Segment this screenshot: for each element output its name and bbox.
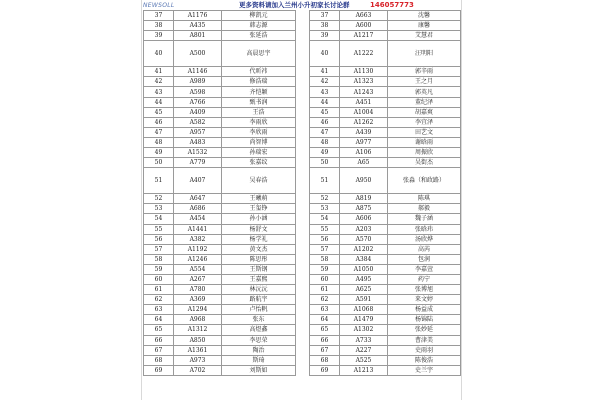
student-name-cell: 郭英凡 bbox=[388, 87, 461, 97]
table-row bbox=[310, 148, 461, 158]
document-page bbox=[141, 0, 462, 400]
row-number-cell: 52 bbox=[310, 194, 340, 204]
student-code-cell: A1068 bbox=[340, 305, 388, 315]
student-code-cell: A554 bbox=[174, 264, 222, 274]
table-row bbox=[310, 67, 461, 77]
student-name-cell: 李宜泽 bbox=[388, 117, 461, 127]
table-row bbox=[144, 305, 296, 315]
student-code-cell: A779 bbox=[174, 158, 222, 168]
table-row bbox=[144, 365, 296, 375]
student-name-cell: 艾慧君 bbox=[388, 31, 461, 41]
row-number-cell: 38 bbox=[144, 21, 174, 31]
group-number: 146057773 bbox=[370, 1, 414, 9]
student-code-cell: A382 bbox=[174, 234, 222, 244]
row-number-cell: 44 bbox=[310, 97, 340, 107]
table-row bbox=[144, 325, 296, 335]
student-code-cell: A1323 bbox=[340, 77, 388, 87]
row-number-cell: 65 bbox=[310, 325, 340, 335]
student-code-cell: A1050 bbox=[340, 264, 388, 274]
row-number-cell: 53 bbox=[310, 204, 340, 214]
table-row bbox=[310, 234, 461, 244]
row-number-cell: 54 bbox=[310, 214, 340, 224]
table-row bbox=[310, 204, 461, 214]
row-number-cell: 40 bbox=[144, 41, 174, 67]
table-row bbox=[144, 137, 296, 147]
student-code-cell: A1217 bbox=[340, 31, 388, 41]
row-number-cell: 42 bbox=[144, 77, 174, 87]
row-number-cell: 39 bbox=[310, 31, 340, 41]
student-name-cell: 甄书润 bbox=[222, 97, 296, 107]
table-row bbox=[310, 127, 461, 137]
table-row bbox=[144, 31, 296, 41]
student-code-cell: A483 bbox=[174, 137, 222, 147]
student-name-cell: 斯琦 bbox=[222, 355, 296, 365]
table-row bbox=[144, 11, 296, 21]
student-name-cell: 李思荣 bbox=[222, 335, 296, 345]
student-code-cell: A570 bbox=[340, 234, 388, 244]
row-number-cell: 40 bbox=[310, 41, 340, 67]
row-number-cell: 49 bbox=[310, 148, 340, 158]
student-code-cell: A495 bbox=[340, 274, 388, 284]
table-row bbox=[310, 224, 461, 234]
row-number-cell: 54 bbox=[144, 214, 174, 224]
row-number-cell: 63 bbox=[310, 305, 340, 315]
table-row bbox=[144, 244, 296, 254]
student-code-cell: A1146 bbox=[174, 67, 222, 77]
student-name-cell: 王斯钢 bbox=[222, 264, 296, 274]
table-row bbox=[144, 87, 296, 97]
row-number-cell: 68 bbox=[310, 355, 340, 365]
table-row bbox=[310, 325, 461, 335]
student-name-cell: 王之月 bbox=[388, 77, 461, 87]
page-edge-left bbox=[141, 0, 142, 400]
student-code-cell: A65 bbox=[340, 158, 388, 168]
student-code-cell: A1004 bbox=[340, 107, 388, 117]
student-code-cell: A1243 bbox=[340, 87, 388, 97]
student-code-cell: A1532 bbox=[174, 148, 222, 158]
table-row bbox=[144, 117, 296, 127]
student-name-cell: 汪明阳 bbox=[388, 41, 461, 67]
row-number-cell: 39 bbox=[144, 31, 174, 41]
student-code-cell: A407 bbox=[174, 168, 222, 194]
student-name-cell: 曹津美 bbox=[388, 335, 461, 345]
student-code-cell: A227 bbox=[340, 345, 388, 355]
student-code-cell: A267 bbox=[174, 274, 222, 284]
row-number-cell: 65 bbox=[144, 325, 174, 335]
student-code-cell: A780 bbox=[174, 285, 222, 295]
student-code-cell: A1312 bbox=[174, 325, 222, 335]
student-code-cell: A1222 bbox=[340, 41, 388, 67]
student-name-cell: 魏子涵 bbox=[388, 214, 461, 224]
student-code-cell: A733 bbox=[340, 335, 388, 345]
row-number-cell: 66 bbox=[144, 335, 174, 345]
table-row bbox=[144, 168, 296, 194]
student-code-cell: A598 bbox=[174, 87, 222, 97]
row-number-cell: 59 bbox=[310, 264, 340, 274]
student-name-cell: 代昕祎 bbox=[222, 67, 296, 77]
table-row bbox=[144, 97, 296, 107]
row-number-cell: 53 bbox=[144, 204, 174, 214]
student-code-cell: A1213 bbox=[340, 365, 388, 375]
row-number-cell: 45 bbox=[144, 107, 174, 117]
student-code-cell: A702 bbox=[174, 365, 222, 375]
row-number-cell: 60 bbox=[310, 274, 340, 284]
student-code-cell: A663 bbox=[340, 11, 388, 21]
table-row bbox=[144, 274, 296, 284]
left-roster-table bbox=[143, 10, 296, 376]
student-name-cell: 吴春浩 bbox=[222, 168, 296, 194]
table-row bbox=[310, 31, 461, 41]
table-row bbox=[310, 107, 461, 117]
row-number-cell: 51 bbox=[144, 168, 174, 194]
table-row bbox=[310, 365, 461, 375]
student-code-cell: A1176 bbox=[174, 11, 222, 21]
student-code-cell: A384 bbox=[340, 254, 388, 264]
student-name-cell: 药宁 bbox=[388, 274, 461, 284]
student-name-cell: 张晗玮 bbox=[388, 224, 461, 234]
row-number-cell: 60 bbox=[144, 274, 174, 284]
row-number-cell: 37 bbox=[144, 11, 174, 21]
student-name-cell: 王玺铮 bbox=[222, 204, 296, 214]
student-code-cell: A968 bbox=[174, 315, 222, 325]
row-number-cell: 55 bbox=[144, 224, 174, 234]
table-row bbox=[144, 67, 296, 77]
table-row bbox=[144, 158, 296, 168]
student-name-cell: 尚智博 bbox=[222, 137, 296, 147]
student-code-cell: A1294 bbox=[174, 305, 222, 315]
student-name-cell: 吴街杰 bbox=[388, 158, 461, 168]
row-number-cell: 61 bbox=[310, 285, 340, 295]
student-code-cell: A819 bbox=[340, 194, 388, 204]
row-number-cell: 52 bbox=[144, 194, 174, 204]
row-number-cell: 61 bbox=[144, 285, 174, 295]
student-name-cell: 李嘉萱 bbox=[388, 264, 461, 274]
row-number-cell: 67 bbox=[310, 345, 340, 355]
right-roster-body bbox=[310, 11, 461, 376]
row-number-cell: 63 bbox=[144, 305, 174, 315]
table-row bbox=[310, 345, 461, 355]
student-name-cell: 郝毅 bbox=[388, 204, 461, 214]
student-code-cell: A989 bbox=[174, 77, 222, 87]
student-name-cell: 李欣雨 bbox=[222, 127, 296, 137]
row-number-cell: 44 bbox=[144, 97, 174, 107]
table-row bbox=[310, 355, 461, 365]
table-row bbox=[310, 244, 461, 254]
student-name-cell: 史兰宇 bbox=[388, 365, 461, 375]
table-row bbox=[310, 168, 461, 194]
table-row bbox=[310, 285, 461, 295]
table-row bbox=[310, 11, 461, 21]
student-name-cell: 张博旭 bbox=[388, 285, 461, 295]
row-number-cell: 47 bbox=[310, 127, 340, 137]
student-name-cell: 修浩瑞 bbox=[222, 77, 296, 87]
student-name-cell: 来文婷 bbox=[388, 295, 461, 305]
group-notice-text: 更多资料请加入兰州小升初家长讨论群 bbox=[239, 1, 350, 9]
student-name-cell: 高晨思宇 bbox=[222, 41, 296, 67]
table-row bbox=[310, 21, 461, 31]
student-name-cell: 张延浩 bbox=[222, 31, 296, 41]
student-name-cell: 周振欣 bbox=[388, 148, 461, 158]
table-row bbox=[310, 335, 461, 345]
student-code-cell: A1302 bbox=[340, 325, 388, 335]
student-name-cell: 杨锦陆 bbox=[388, 315, 461, 325]
student-code-cell: A600 bbox=[340, 21, 388, 31]
student-code-cell: A801 bbox=[174, 31, 222, 41]
row-number-cell: 57 bbox=[144, 244, 174, 254]
header-banner bbox=[141, 0, 462, 10]
row-number-cell: 41 bbox=[144, 67, 174, 77]
table-row bbox=[144, 285, 296, 295]
student-name-cell: 包润 bbox=[388, 254, 461, 264]
table-row bbox=[144, 21, 296, 31]
row-number-cell: 42 bbox=[310, 77, 340, 87]
table-row bbox=[144, 148, 296, 158]
student-code-cell: A582 bbox=[174, 117, 222, 127]
page-edge-right bbox=[461, 0, 462, 400]
left-roster-body bbox=[144, 11, 296, 376]
student-name-cell: 张淼（和政路） bbox=[388, 168, 461, 194]
student-name-cell: 杨舒文 bbox=[222, 224, 296, 234]
table-row bbox=[144, 41, 296, 67]
student-code-cell: A647 bbox=[174, 194, 222, 204]
table-row bbox=[310, 274, 461, 284]
table-row bbox=[310, 295, 461, 305]
student-name-cell: 陈琪 bbox=[388, 194, 461, 204]
student-code-cell: A1202 bbox=[340, 244, 388, 254]
table-row bbox=[310, 194, 461, 204]
table-row bbox=[310, 97, 461, 107]
student-name-cell: 卢怡帆 bbox=[222, 305, 296, 315]
student-name-cell: 刘斯如 bbox=[222, 365, 296, 375]
table-row bbox=[144, 204, 296, 214]
student-name-cell: 高芮 bbox=[388, 244, 461, 254]
student-name-cell: 郭辛雨 bbox=[388, 67, 461, 77]
table-row bbox=[310, 117, 461, 127]
student-name-cell: 林沅沅 bbox=[222, 285, 296, 295]
student-code-cell: A950 bbox=[340, 168, 388, 194]
table-row bbox=[144, 234, 296, 244]
row-number-cell: 48 bbox=[144, 137, 174, 147]
row-number-cell: 41 bbox=[310, 67, 340, 77]
row-number-cell: 55 bbox=[310, 224, 340, 234]
student-code-cell: A500 bbox=[174, 41, 222, 67]
row-number-cell: 56 bbox=[144, 234, 174, 244]
student-code-cell: A875 bbox=[340, 204, 388, 214]
student-name-cell: 孙瑞宏 bbox=[222, 148, 296, 158]
row-number-cell: 38 bbox=[310, 21, 340, 31]
student-name-cell: 张东 bbox=[222, 315, 296, 325]
student-code-cell: A625 bbox=[340, 285, 388, 295]
student-name-cell: 齐恺颖 bbox=[222, 87, 296, 97]
row-number-cell: 67 bbox=[144, 345, 174, 355]
row-number-cell: 69 bbox=[144, 365, 174, 375]
student-code-cell: A435 bbox=[174, 21, 222, 31]
student-code-cell: A1130 bbox=[340, 67, 388, 77]
student-code-cell: A451 bbox=[340, 97, 388, 107]
row-number-cell: 59 bbox=[144, 264, 174, 274]
table-row bbox=[310, 264, 461, 274]
table-row bbox=[310, 87, 461, 97]
student-name-cell: 路航宇 bbox=[222, 295, 296, 305]
student-name-cell: 王嘉熙 bbox=[222, 274, 296, 284]
student-code-cell: A439 bbox=[340, 127, 388, 137]
right-roster-table bbox=[309, 10, 461, 376]
row-number-cell: 43 bbox=[310, 87, 340, 97]
student-name-cell: 柳凯元 bbox=[222, 11, 296, 21]
student-name-cell: 康馨 bbox=[388, 21, 461, 31]
row-number-cell: 50 bbox=[144, 158, 174, 168]
table-row bbox=[144, 194, 296, 204]
student-code-cell: A454 bbox=[174, 214, 222, 224]
table-row bbox=[310, 77, 461, 87]
table-row bbox=[144, 345, 296, 355]
row-number-cell: 37 bbox=[310, 11, 340, 21]
row-number-cell: 62 bbox=[144, 295, 174, 305]
table-row bbox=[144, 335, 296, 345]
student-name-cell: 黄文杰 bbox=[222, 244, 296, 254]
row-number-cell: 56 bbox=[310, 234, 340, 244]
student-code-cell: A591 bbox=[340, 295, 388, 305]
student-code-cell: A850 bbox=[174, 335, 222, 345]
student-name-cell: 谢晗雨 bbox=[388, 137, 461, 147]
table-row bbox=[144, 254, 296, 264]
student-code-cell: A686 bbox=[174, 204, 222, 214]
table-row bbox=[144, 224, 296, 234]
student-name-cell: 王曦萌 bbox=[222, 194, 296, 204]
table-row bbox=[310, 137, 461, 147]
row-number-cell: 68 bbox=[144, 355, 174, 365]
row-number-cell: 51 bbox=[310, 168, 340, 194]
student-code-cell: A957 bbox=[174, 127, 222, 137]
row-number-cell: 46 bbox=[310, 117, 340, 127]
student-code-cell: A973 bbox=[174, 355, 222, 365]
student-code-cell: A106 bbox=[340, 148, 388, 158]
table-row bbox=[144, 355, 296, 365]
student-code-cell: A203 bbox=[340, 224, 388, 234]
row-number-cell: 62 bbox=[310, 295, 340, 305]
row-number-cell: 48 bbox=[310, 137, 340, 147]
student-code-cell: A369 bbox=[174, 295, 222, 305]
student-name-cell: 王浩 bbox=[222, 107, 296, 117]
student-code-cell: A1246 bbox=[174, 254, 222, 264]
row-number-cell: 49 bbox=[144, 148, 174, 158]
row-number-cell: 46 bbox=[144, 117, 174, 127]
table-row bbox=[144, 295, 296, 305]
site-logo: NEWSOLL bbox=[143, 2, 175, 9]
row-number-cell: 58 bbox=[310, 254, 340, 264]
student-code-cell: A1262 bbox=[340, 117, 388, 127]
table-row bbox=[310, 41, 461, 67]
student-name-cell: 杨学礼 bbox=[222, 234, 296, 244]
table-row bbox=[144, 77, 296, 87]
student-name-cell: 韩志源 bbox=[222, 21, 296, 31]
student-name-cell: 李雨欣 bbox=[222, 117, 296, 127]
table-row bbox=[310, 315, 461, 325]
student-name-cell: 陶治 bbox=[222, 345, 296, 355]
student-name-cell: 沈馨 bbox=[388, 11, 461, 21]
student-name-cell: 史雨羽 bbox=[388, 345, 461, 355]
student-name-cell: 胡嘉爽 bbox=[388, 107, 461, 117]
student-name-cell: 孙小涵 bbox=[222, 214, 296, 224]
student-name-cell: 田艺文 bbox=[388, 127, 461, 137]
row-number-cell: 57 bbox=[310, 244, 340, 254]
student-name-cell: 董纪泽 bbox=[388, 97, 461, 107]
row-number-cell: 58 bbox=[144, 254, 174, 264]
table-row bbox=[144, 264, 296, 274]
row-number-cell: 64 bbox=[144, 315, 174, 325]
table-row bbox=[144, 214, 296, 224]
student-name-cell: 张嘉纹 bbox=[222, 158, 296, 168]
student-code-cell: A525 bbox=[340, 355, 388, 365]
table-row bbox=[144, 127, 296, 137]
student-code-cell: A606 bbox=[340, 214, 388, 224]
student-name-cell: 汤欣烨 bbox=[388, 234, 461, 244]
row-number-cell: 50 bbox=[310, 158, 340, 168]
row-number-cell: 45 bbox=[310, 107, 340, 117]
table-row bbox=[144, 315, 296, 325]
student-name-cell: 陈思彤 bbox=[222, 254, 296, 264]
table-row bbox=[310, 214, 461, 224]
student-code-cell: A409 bbox=[174, 107, 222, 117]
student-code-cell: A1479 bbox=[340, 315, 388, 325]
table-row bbox=[310, 254, 461, 264]
student-name-cell: 高煜鑫 bbox=[222, 325, 296, 335]
row-number-cell: 64 bbox=[310, 315, 340, 325]
student-code-cell: A1361 bbox=[174, 345, 222, 355]
row-number-cell: 43 bbox=[144, 87, 174, 97]
student-code-cell: A977 bbox=[340, 137, 388, 147]
row-number-cell: 66 bbox=[310, 335, 340, 345]
student-code-cell: A1441 bbox=[174, 224, 222, 234]
student-name-cell: 陈俊浩 bbox=[388, 355, 461, 365]
table-row bbox=[310, 305, 461, 315]
student-name-cell: 杨益成 bbox=[388, 305, 461, 315]
row-number-cell: 47 bbox=[144, 127, 174, 137]
table-row bbox=[144, 107, 296, 117]
student-name-cell: 张妙延 bbox=[388, 325, 461, 335]
student-code-cell: A766 bbox=[174, 97, 222, 107]
table-row bbox=[310, 158, 461, 168]
row-number-cell: 69 bbox=[310, 365, 340, 375]
student-code-cell: A1192 bbox=[174, 244, 222, 254]
